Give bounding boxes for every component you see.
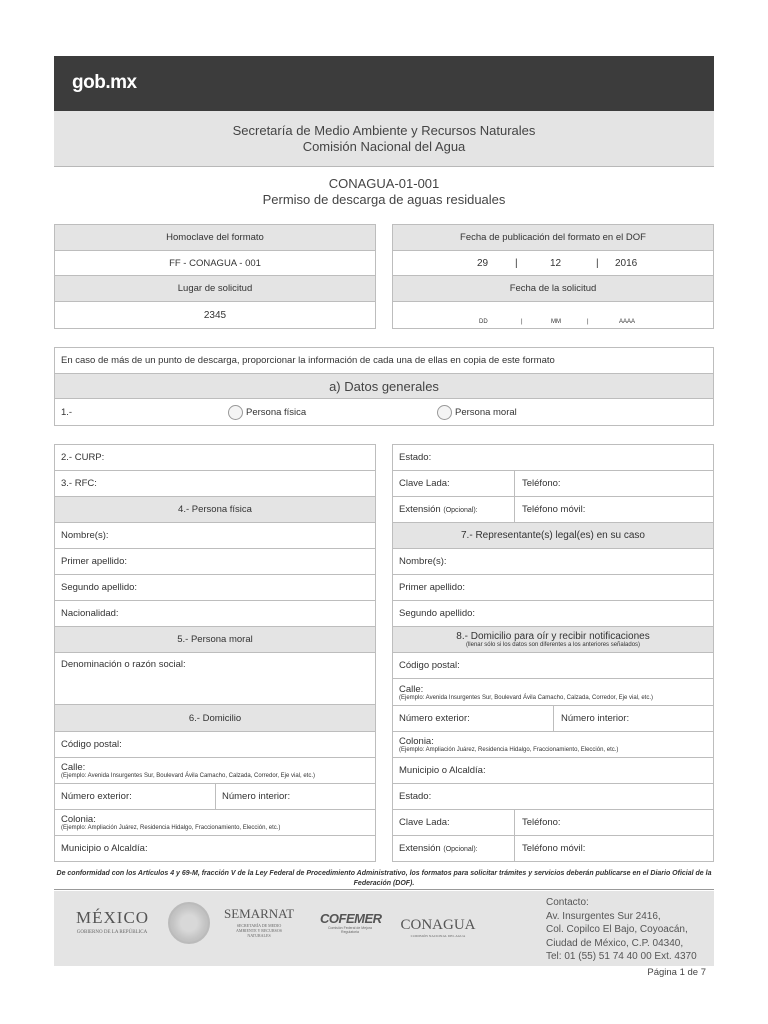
contact-title: Contacto: [546,897,589,908]
extension-field[interactable] [399,504,478,515]
notif-numero-row [393,706,713,732]
legal-divider [54,889,714,890]
contact-address-1: Av. Insurgentes Sur 2416, [546,910,661,922]
notif-extension-label: Extensión [399,843,441,854]
colonia-field[interactable] [55,810,375,836]
persona-type-row [55,399,713,425]
cofemer-logo [320,911,380,934]
notif-municipio-field[interactable]: Municipio o Alcaldía: [393,758,713,784]
footer-band [54,891,714,966]
estado-field[interactable]: Estado: [393,445,713,471]
form-code: CONAGUA-01-001 [328,176,440,191]
num-interior-field[interactable]: Número interior: [222,791,291,802]
domicilio-title: 6.- Domicilio [55,705,375,732]
codigo-postal-field[interactable]: Código postal: [55,732,375,758]
gobmx-logo: gob.mx [72,72,137,93]
header-bar [54,56,714,111]
conagua-logo-text: CONAGUA [400,917,476,933]
form-name: Permiso de descarga de aguas residuales [262,192,506,207]
semarnat-logo [224,906,294,938]
colonia-example: (Ejemplo: Ampliación Juárez, Residencia Hidalgo, Fraccionamiento, Elección, etc.) [61,825,281,831]
notif-clave-lada-field[interactable]: Clave Lada: [399,817,450,828]
lada-row [393,471,713,497]
comision-name: Comisión Nacional del Agua [302,139,466,154]
notif-lada-row [393,810,713,836]
notif-colonia-field[interactable] [393,732,713,758]
notif-calle-field[interactable] [393,679,713,706]
item-1-label: 1.- [61,406,73,418]
lugar-value[interactable]: 2345 [203,309,227,321]
notificaciones-subtitle: (llenar sólo si los datos son diferentes a los anteriores señalados) [465,642,641,648]
curp-field[interactable]: 2.- CURP: [55,445,375,471]
fecha-pub-year: 2016 [615,257,638,269]
notif-extension-row [393,836,713,861]
section-a-title: a) Datos generales [55,374,713,399]
persona-fisica-radio[interactable] [228,405,243,420]
cofemer-logo-subtext: Comisión Federal de Mejora Regulatoria [328,926,372,934]
left-column [54,444,376,862]
notif-estado-field[interactable]: Estado: [393,784,713,810]
municipio-field[interactable]: Municipio o Alcaldía: [61,843,148,854]
persona-moral-option[interactable] [437,405,517,420]
notif-calle-label: Calle: [399,683,424,695]
notif-colonia-example: (Ejemplo: Ampliación Juárez, Residencia Hidalgo, Fraccionamiento, Elección, etc.) [399,747,619,753]
notif-opcional-label: (Opcional): [443,846,478,853]
notif-calle-example: (Ejemplo: Avenida Insurgentes Sur, Boulevard Ávila Camacho, Calzada, Corredor, Eje vial, etc.) [399,694,654,701]
contact-phone: Tel: 01 (55) 51 74 40 00 Ext. 4370 [546,951,697,962]
nombre-field[interactable]: Nombre(s): [55,523,375,549]
clave-lada-field[interactable]: Clave Lada: [399,478,450,489]
fecha-sol-sep-2: | [587,319,589,325]
rep-nombre-field[interactable]: Nombre(s): [393,549,713,575]
right-column [392,444,714,862]
fecha-table [392,224,714,329]
persona-moral-radio[interactable] [437,405,452,420]
calle-example: (Ejemplo: Avenida Insurgentes Sur, Boulevard Ávila Camacho, Calzada, Corredor, Eje vial, etc.) [61,773,316,779]
extension-label: Extensión [399,504,441,515]
dd-hint: DD [479,319,488,325]
lugar-label: Lugar de solicitud [55,276,375,302]
colonia-label: Colonia: [61,814,96,825]
persona-moral-label: Persona moral [455,406,517,418]
conagua-logo-subtext: COMISIÓN NACIONAL DEL AGUA [410,934,466,938]
fecha-sol-sep-1: | [521,319,523,325]
semarnat-logo-subtext: SECRETARÍA DE MEDIO AMBIENTE Y RECURSOS NATURALES [236,923,282,938]
fecha-pub-value [393,251,713,276]
telefono-movil-field[interactable]: Teléfono móvil: [522,504,586,515]
persona-fisica-title: 4.- Persona física [55,497,375,523]
cofemer-logo-text: COFEMER [320,911,382,926]
notif-num-exterior-field[interactable]: Número exterior: [399,713,470,724]
nacionalidad-field[interactable]: Nacionalidad: [55,601,375,627]
notif-colonia-label: Colonia: [399,736,434,747]
notificaciones-title [393,627,713,653]
num-exterior-field[interactable]: Número exterior: [61,791,132,802]
denominacion-field[interactable]: Denominación o razón social: [55,653,375,705]
rep-primer-apellido-field[interactable]: Primer apellido: [393,575,713,601]
persona-moral-title: 5.- Persona moral [55,627,375,653]
legal-note: De conformidad con los Artículos 4 y 69-M, fracción V de la Ley Federal de Procedimiento Administrativo, los formatos para solicitar trámites y servicios deberán publicarse en el Diario Oficial de la Federación (DOF). [56,870,712,887]
opcional-label: (Opcional): [443,507,478,514]
form-title [54,176,714,208]
multi-point-note: En caso de más de un punto de descarga, proporcionar la información de cada una de ellas en copia de este formato [55,348,713,374]
extension-row [393,497,713,523]
persona-fisica-label: Persona física [246,406,307,418]
notif-extension-field[interactable] [399,843,478,854]
conagua-logo [398,917,478,938]
fecha-sol-label: Fecha de la solicitud [393,276,713,302]
contact-block [546,896,697,964]
telefono-field[interactable]: Teléfono: [522,478,561,489]
homoclave-table [54,224,376,329]
notif-codigo-postal-field[interactable]: Código postal: [393,653,713,679]
homoclave-value: FF - CONAGUA - 001 [55,251,375,276]
gobierno-logo-text: GOBIERNO DE LA REPÚBLICA [76,930,148,935]
primer-apellido-field[interactable]: Primer apellido: [55,549,375,575]
datos-generales [54,347,714,426]
representante-title: 7.- Representante(s) legal(es) en su caso [393,523,713,549]
page-number: Página 1 de 7 [647,967,706,978]
calle-label: Calle: [61,762,86,773]
numero-row [55,784,375,810]
notif-telefono-field[interactable]: Teléfono: [522,817,561,828]
fecha-sep-2: | [596,257,599,269]
aaaa-hint: AAAA [619,319,636,325]
rfc-field[interactable]: 3.- RFC: [55,471,375,497]
fecha-pub-month: 12 [550,257,562,269]
notificaciones-title-text: 8.- Domicilio para oír y recibir notificaciones [456,631,650,642]
secretaria-name: Secretaría de Medio Ambiente y Recursos Naturales [232,123,536,138]
institution-band [54,111,714,167]
coat-of-arms-icon [168,902,210,944]
fecha-pub-day: 29 [477,257,489,269]
persona-fisica-option[interactable] [228,405,306,420]
calle-field[interactable] [55,758,375,784]
contact-address-2: Col. Copilco El Bajo, Coyoacán, [546,924,688,935]
notif-telefono-movil-field[interactable]: Teléfono móvil: [522,843,586,854]
semarnat-logo-text: SEMARNAT [224,906,295,921]
fecha-sol-value[interactable] [393,302,713,328]
mexico-logo [76,908,148,935]
rep-segundo-apellido-field[interactable]: Segundo apellido: [393,601,713,627]
fecha-pub-label: Fecha de publicación del formato en el DOF [393,225,713,251]
mexico-logo-text: MÉXICO [76,908,150,927]
contact-address-3: Ciudad de México, C.P. 04340, [546,937,684,949]
notif-num-interior-field[interactable]: Número interior: [561,713,630,724]
fecha-sep-1: | [515,257,518,269]
homoclave-label: Homoclave del formato [55,225,375,251]
segundo-apellido-field[interactable]: Segundo apellido: [55,575,375,601]
mm-hint: MM [551,319,561,325]
